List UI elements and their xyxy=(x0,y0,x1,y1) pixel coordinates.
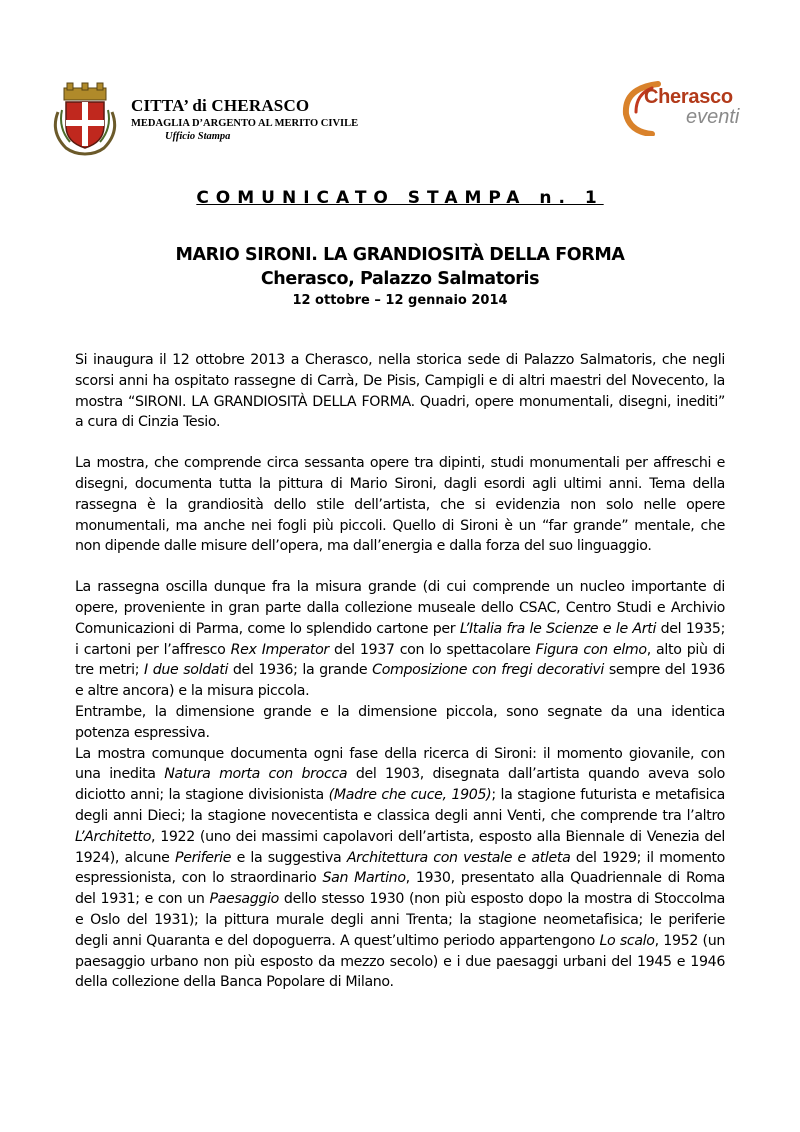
paragraph-text: del 1929; il momento espressionista, con lo straordinario xyxy=(75,849,726,887)
artwork-title: Lo scalo xyxy=(599,932,655,949)
press-release-heading: COMUNICATO STAMPA n. 1 xyxy=(196,188,604,208)
paragraph-spacer xyxy=(75,433,725,453)
city-name: CITTA’ di CHERASCO xyxy=(131,96,310,115)
artwork-title: I due soldati xyxy=(144,662,229,679)
exhibition-venue: Cherasco, Palazzo Salmatoris xyxy=(260,269,540,289)
paragraph-text: ; la stagione futurista e metafisica degli anni Dieci; la stagione novecentista e classica degli anni Venti, che comprende tra l’altro xyxy=(75,787,726,824)
city-crest-icon xyxy=(48,82,122,156)
artwork-title: L’Architetto xyxy=(75,828,152,845)
paragraph-spacer xyxy=(75,557,725,577)
header-block xyxy=(131,96,358,143)
artwork-title: Composizione con fregi decorativi xyxy=(372,662,604,679)
medal-subtitle: MEDAGLIA D’ARGENTO AL MERITO CIVILE xyxy=(131,118,359,129)
logo-eventi: eventi xyxy=(686,106,740,128)
paragraph-text: dello stesso 1930 (non più esposto dopo la mostra di Stoccolma e Oslo del 1931); la pittura murale degli anni Trenta; la stagione neometafisica; le periferie degli anni Quaranta e del dopoguerra. A quest’ultimo periodo appartengono xyxy=(75,891,725,949)
body-paragraph xyxy=(75,702,725,744)
body-paragraph xyxy=(75,744,725,994)
paragraph-text: e la suggestiva xyxy=(231,849,347,866)
artwork-title: Rex Imperator xyxy=(230,641,329,658)
body-paragraph xyxy=(75,350,725,433)
paragraph-text: del 1936; la grande xyxy=(228,662,373,679)
paragraph-text: La rassegna oscilla dunque fra la misura grande (di cui comprende un nucleo importante di opere, proveniente in gran parte dalla collezione museale dello CSAC, Centro Studi e Archivio Comunicazioni di Parma, come lo splendido cartone per xyxy=(75,579,725,637)
logo-cherasco: Cherasco xyxy=(644,86,733,108)
paragraph-text: , 1952 (un paesaggio urbano non più esposto da mezzo secolo) e i due paesaggi urbani del 1945 e 1946 della collezione della Banca Popolare di Milano. xyxy=(75,932,725,991)
paragraph-text: sempre del 1936 e altre ancora) e la misura piccola. xyxy=(75,662,725,700)
paragraph-text: del 1937 con lo spettacolare xyxy=(328,641,536,658)
artwork-title: Natura morta con brocca xyxy=(164,766,348,783)
paragraph-text: , 1922 (uno dei massimi capolavori dell’artista, esposto alla Biennale di Venezia del 1924), alcune xyxy=(75,828,725,866)
logo-text xyxy=(644,86,739,126)
body-paragraph xyxy=(75,577,725,702)
artwork-title: L’Italia fra le Scienze e le Arti xyxy=(459,620,657,637)
title-block xyxy=(0,243,800,311)
press-release-body xyxy=(75,350,725,993)
paragraph-text: , alto più di tre metri; xyxy=(75,641,726,679)
paragraph-text: La mostra, che comprende circa sessanta opere tra dipinti, studi monumentali per affreschi e disegni, documenta tutta la pittura di Mario Sironi, dagli esordi agli ultimi anni. Tema della rassegna è la grandiosità dello stile dell’artista, che si evidenzia non solo nelle opere monumentali, ma anche nei fogli più piccoli. Quello di Sironi è un “far grande” mentale, che non dipende dalle misure dell’opera, ma dall’energia e dalla forza del suo linguaggio. xyxy=(75,455,725,555)
press-office-label: Ufficio Stampa xyxy=(165,131,231,142)
artwork-title: Figura con elmo xyxy=(535,641,647,658)
paragraph-text: del 1903, disegnata dall’artista quando aveva solo diciotto anni; la stagione divisionista xyxy=(75,766,725,804)
artwork-title: (Madre che cuce, 1905) xyxy=(328,787,492,804)
body-paragraph xyxy=(75,453,725,557)
paragraph-text: La mostra comunque documenta ogni fase della ricerca di Sironi: il momento giovanile, con una inedita xyxy=(75,745,725,783)
artwork-title: Paesaggio xyxy=(209,891,280,908)
artwork-title: Architettura con vestale e atleta xyxy=(346,849,571,866)
paragraph-text: Si inaugura il 12 ottobre 2013 a Cherasco, nella storica sede di Palazzo Salmatoris, che negli scorsi anni ha ospitato rassegne di Carrà, De Pisis, Campigli e di altri maestri del Novecento, la mostra “SIRONI. LA GRANDIOSITÀ DELLA FORMA. Quadri, opere monumentali, disegni, inediti” a cura di Cinzia Tesio. xyxy=(75,352,725,431)
paragraph-text: , 1930, presentato alla Quadriennale di Roma del 1931; e con un xyxy=(75,870,726,908)
artwork-title: Periferie xyxy=(174,849,232,866)
paragraph-text: del 1935; i cartoni per l’affresco xyxy=(75,620,725,658)
artwork-title: San Martino xyxy=(322,870,406,887)
exhibition-dates: 12 ottobre – 12 gennaio 2014 xyxy=(292,293,508,308)
exhibition-title: MARIO SIRONI. LA GRANDIOSITÀ DELLA FORMA xyxy=(175,245,625,265)
paragraph-text: Entrambe, la dimensione grande e la dimensione piccola, sono segnate da una identica potenza espressiva. xyxy=(75,703,725,741)
